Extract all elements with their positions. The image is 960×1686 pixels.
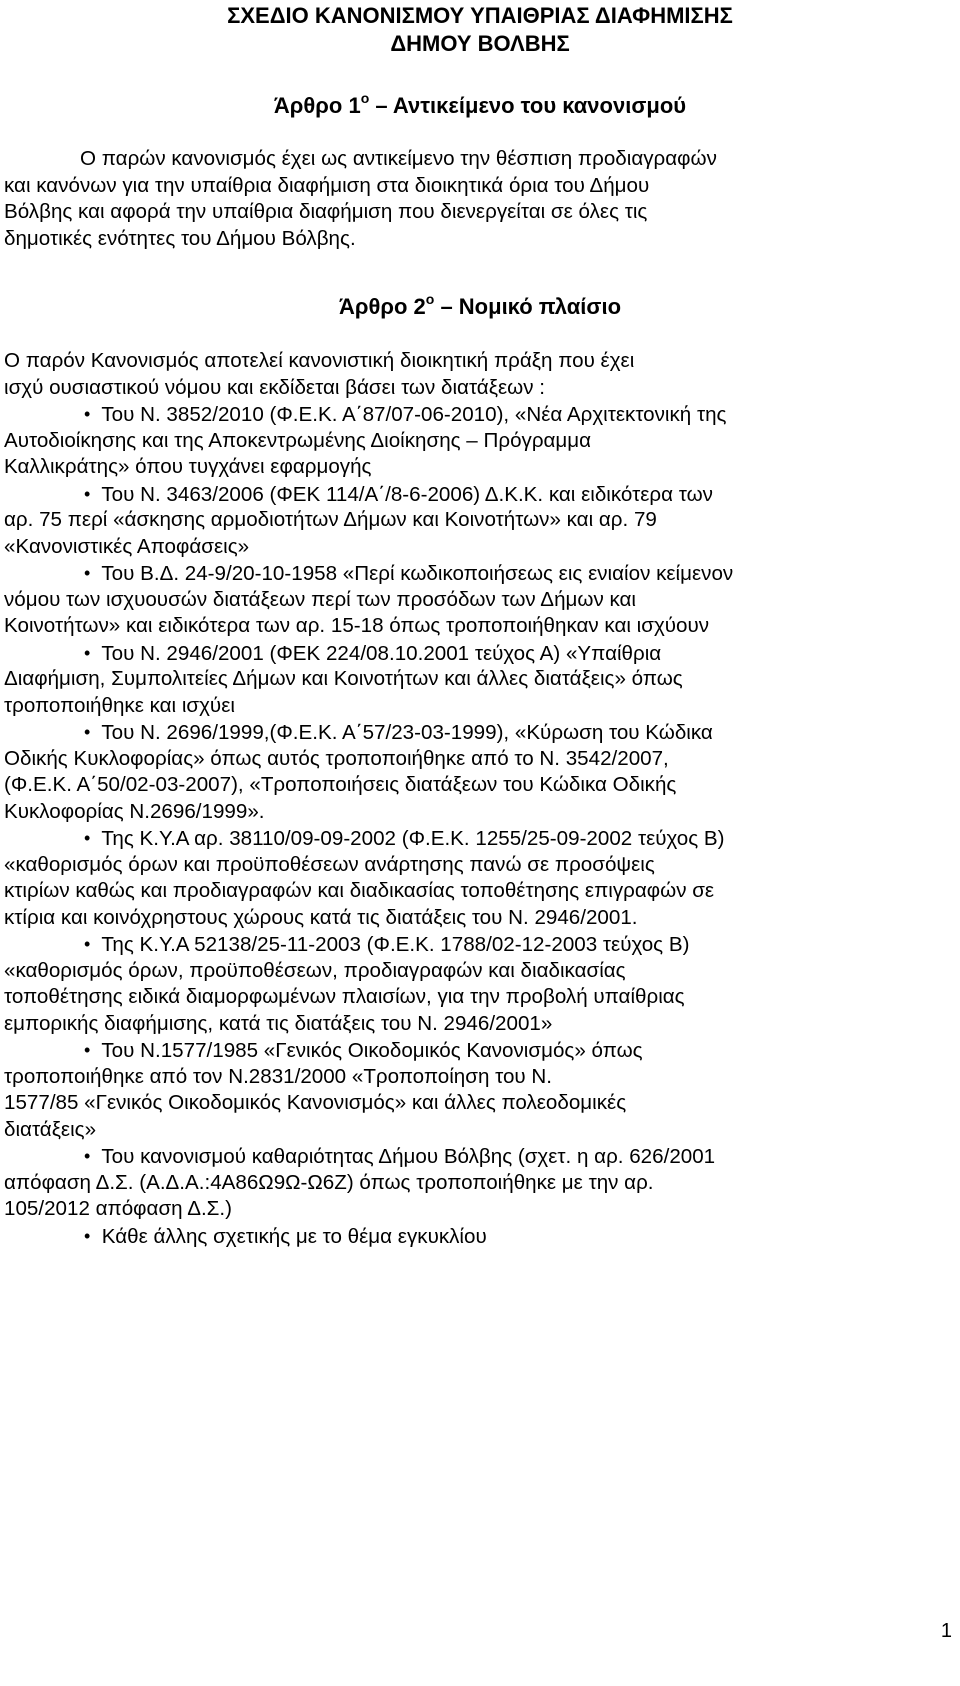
- legal-basis-item-9-cont: 105/2012 απόφαση Δ.Σ.): [4, 1197, 232, 1220]
- legal-basis-item-5: • Του Ν. 2696/1999,(Φ.Ε.Κ. Α΄57/23-03-1999), «Κύρωση του Κώδικα: [84, 721, 713, 744]
- article-1-heading-number: Άρθρο 1: [273, 93, 361, 118]
- legal-basis-item-1-cont: Αυτοδιοίκησης και της Αποκεντρωμένης Διοίκησης – Πρόγραμμα: [4, 428, 592, 452]
- legal-basis-item-1: • Του Ν. 3852/2010 (Φ.Ε.Κ. Α΄87/07-06-2010), «Νέα Αρχιτεκτονική της: [84, 403, 727, 426]
- article-2-body: [4, 348, 960, 1249]
- bullet-icon: •: [84, 1225, 91, 1246]
- page-number: 1: [940, 1620, 952, 1642]
- article-1-body: [4, 146, 960, 252]
- article-2-heading-number: Άρθρο 2: [338, 294, 426, 319]
- legal-basis-item-8-cont: τροποποιήθηκε από τον Ν.2831/2000 «Τροποποίηση του Ν.: [4, 1064, 553, 1088]
- article-1-heading: [0, 92, 960, 120]
- legal-basis-item-7-cont: τοποθέτησης ειδικά διαμορφωμένων πλαισίων, για την προβολή υπαίθριας: [4, 985, 685, 1008]
- article-1-line: και κανόνων για την υπαίθρια διαφήμιση στα διοικητικά όρια του Δήμου: [4, 173, 650, 197]
- legal-basis-item-2-cont: «Κανονιστικές Αποφάσεις»: [4, 534, 250, 558]
- bullet-icon: •: [84, 642, 91, 663]
- article-2-heading-title: – Νομικό πλαίσιο: [434, 294, 622, 319]
- legal-basis-item-6-cont: κτίρια και κοινόχρηστους χώρους κατά τις διατάξεις του Ν. 2946/2001.: [4, 905, 638, 929]
- article-2-heading: [0, 293, 960, 321]
- legal-basis-item-8-cont: διατάξεις»: [4, 1117, 97, 1141]
- article-1-heading-title: – Αντικείμενο του κανονισμού: [369, 93, 687, 118]
- legal-basis-item-6: • Της Κ.Υ.Α αρ. 38110/09-09-2002 (Φ.Ε.Κ. 1255/25-09-2002 τεύχος Β): [84, 827, 725, 850]
- article-2-heading-ordinal: ο: [425, 291, 435, 307]
- legal-basis-item-5-cont: Οδικής Κυκλοφορίας» όπως αυτός τροποποιήθηκε από το Ν. 3542/2007,: [4, 746, 669, 770]
- legal-basis-item-9: • Του κανονισμού καθαριότητας Δήμου Βόλβης (σχετ. η αρ. 626/2001: [84, 1145, 716, 1168]
- bullet-icon: •: [84, 404, 91, 424]
- article-1-line: Ο παρών κανονισμός έχει ως αντικείμενο την θέσπιση προδιαγραφών: [80, 147, 717, 170]
- bullet-icon: •: [84, 828, 91, 848]
- bullet-icon: •: [84, 1146, 91, 1166]
- legal-basis-item-9-cont: απόφαση Δ.Σ. (Α.Δ.Α.:4Α86Ω9Ω-Ω6Ζ) όπως τροποποιήθηκε με την αρ.: [4, 1170, 654, 1194]
- legal-basis-item-3: • Του Β.Δ. 24-9/20-10-1958 «Περί κωδικοποιήσεως εις ενιαίον κείμενον: [84, 562, 734, 585]
- legal-basis-item-4: • Του Ν. 2946/2001 (ΦΕΚ 224/08.10.2001 τεύχος Α) «Υπαίθρια: [84, 641, 662, 665]
- legal-basis-item-7: • Της Κ.Υ.Α 52138/25-11-2003 (Φ.Ε.Κ. 1788/02-12-2003 τεύχος Β): [84, 933, 690, 956]
- article-2-intro-line: Ο παρόν Κανονισμός αποτελεί κανονιστική διοικητική πράξη που έχει: [4, 349, 635, 372]
- document-title-line-2: ΔΗΜΟΥ ΒΟΛΒΗΣ: [390, 31, 570, 56]
- legal-basis-item-1-cont: Καλλικράτης» όπου τυγχάνει εφαρμογής: [4, 455, 372, 478]
- legal-basis-item-7-cont: «καθορισμός όρων, προϋποθέσεων, προδιαγραφών και διαδικασίας: [4, 958, 626, 982]
- legal-basis-item-10: • Κάθε άλλης σχετικής με το θέμα εγκυκλίου: [84, 1224, 487, 1248]
- legal-basis-item-2-cont: αρ. 75 περί «άσκησης αρμοδιοτήτων Δήμων και Κοινοτήτων» και αρ. 79: [4, 508, 657, 531]
- article-1-line: δημοτικές ενότητες του Δήμου Βόλβης.: [4, 226, 356, 250]
- legal-basis-item-5-cont: (Φ.Ε.Κ. Α΄50/02-03-2007), «Τροποποιήσεις διατάξεων του Κώδικα Οδικής: [4, 773, 677, 796]
- legal-basis-item-6-cont: κτιρίων καθώς και προδιαγραφών και διαδικασίας τοποθέτησης επιγραφών σε: [4, 879, 715, 902]
- legal-basis-item-8: • Του Ν.1577/1985 «Γενικός Οικοδομικός Κανονισμός» όπως: [84, 1039, 643, 1062]
- bullet-icon: •: [84, 483, 91, 504]
- bullet-icon: •: [84, 934, 91, 954]
- article-1-heading-ordinal: ο: [360, 90, 370, 106]
- legal-basis-item-4-cont: Διαφήμιση, Συμπολιτείες Δήμων και Κοινοτήτων και άλλες διατάξεις» όπως: [4, 667, 683, 690]
- legal-basis-item-8-cont: 1577/85 «Γενικός Οικοδομικός Κανονισμός» και άλλες πολεοδομικές: [4, 1091, 627, 1114]
- legal-basis-item-7-cont: εμπορικής διαφήμισης, κατά τις διατάξεις του Ν. 2946/2001»: [4, 1011, 553, 1035]
- bullet-icon: •: [84, 563, 91, 583]
- bullet-icon: •: [84, 722, 91, 742]
- legal-basis-item-2: • Του Ν. 3463/2006 (ΦΕΚ 114/Α΄/8-6-2006) Δ.Κ.Κ. και ειδικότερα των: [84, 482, 713, 506]
- document-title-line-1: ΣΧΕΔΙΟ ΚΑΝΟΝΙΣΜΟΥ ΥΠΑΙΘΡΙΑΣ ΔΙΑΦΗΜΙΣΗΣ: [227, 3, 733, 28]
- legal-basis-item-4-cont: τροποποιήθηκε και ισχύει: [4, 693, 235, 717]
- bullet-icon: •: [84, 1040, 91, 1060]
- legal-basis-item-6-cont: «καθορισμός όρων και προϋποθέσεων ανάρτησης πανώ σε προσόψεις: [4, 852, 655, 876]
- legal-basis-item-5-cont: Κυκλοφορίας Ν.2696/1999».: [4, 799, 265, 823]
- legal-basis-item-3-cont: νόμου των ισχυουσών διατάξεων περί των προσόδων των Δήμων και: [4, 587, 637, 611]
- legal-basis-item-3-cont: Κοινοτήτων» και ειδικότερα των αρ. 15-18 όπως τροποποιήθηκαν και ισχύουν: [4, 614, 710, 637]
- article-2-intro-line: ισχύ ουσιαστικού νόμου και εκδίδεται βάσει των διατάξεων :: [4, 375, 545, 399]
- article-1-line: Βόλβης και αφορά την υπαίθρια διαφήμιση που διενεργείται σε όλες τις: [4, 200, 648, 223]
